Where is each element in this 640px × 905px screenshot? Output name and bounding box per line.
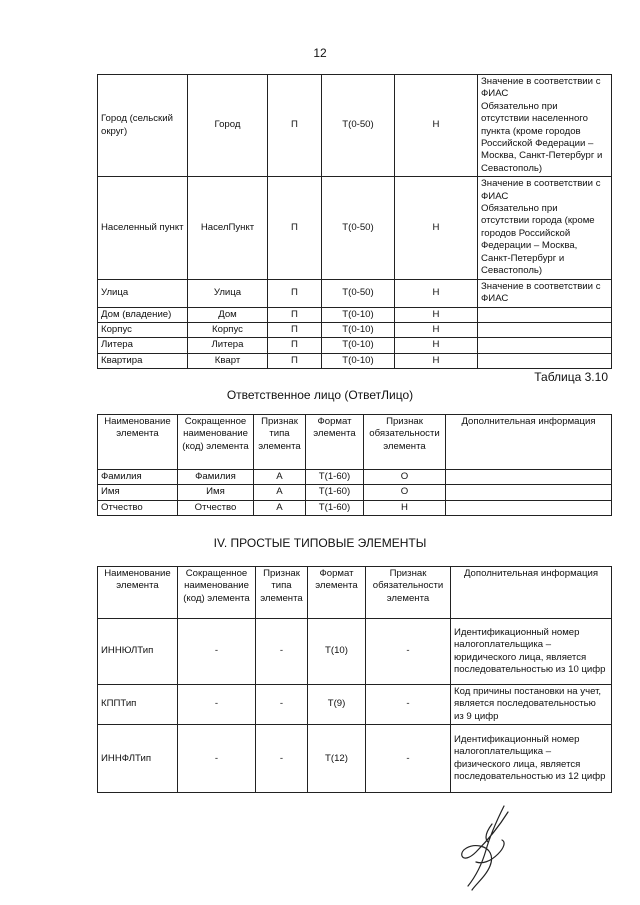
signature [446,802,526,894]
table-row [98,725,612,793]
table-cell: Н [364,500,446,515]
table-cell: Т(10) [308,619,366,685]
table-cell [478,353,612,368]
table-cell: Т(12) [308,725,366,793]
table-row [98,685,612,725]
table-cell: Дом [188,307,268,322]
table-cell: Н [395,75,478,177]
table-cell: Улица [188,279,268,307]
column-header: Признак типа элемента [254,415,306,470]
table-cell: Н [395,353,478,368]
table-cell: П [268,279,322,307]
table-cell: Идентификационный номер налогоплательщика – юридического лица, является последовательностью из 10 цифр [451,619,612,685]
column-header: Признак обязательности элемента [366,567,451,619]
table-cell: Отчество [98,500,178,515]
table-cell: Улица [98,279,188,307]
responsible-person-table [97,414,612,516]
table-cell: Значение в соответствии с ФИАС Обязательно при отсутствии города (кроме городов Российской Федерации – Москва, Санкт-Петербург и Севастополь) [478,177,612,279]
table-cell: Фамилия [98,470,178,485]
table-title: Ответственное лицо (ОтветЛицо) [226,388,414,402]
table-cell [446,500,612,515]
table-cell: ИННФЛТип [98,725,178,793]
simple-types-table [97,566,612,793]
table-cell: Идентификационный номер налогоплательщика – физического лица, является последовательностью из 12 цифр [451,725,612,793]
table-cell: О [364,485,446,500]
table-row [98,353,612,368]
column-header: Дополнительная информация [446,415,612,470]
table-cell: Н [395,322,478,337]
table-cell: Т(0-10) [322,307,395,322]
address-table [97,74,612,369]
table-row [98,485,612,500]
header-row [98,415,612,470]
table-cell: Т(0-50) [322,75,395,177]
table-cell [446,470,612,485]
table-cell: - [178,725,256,793]
table-label: Таблица 3.10 [534,370,608,384]
table-row [98,500,612,515]
table-cell: Литера [188,338,268,353]
table-cell: Отчество [178,500,254,515]
table-cell: Н [395,177,478,279]
section-title: IV. ПРОСТЫЕ ТИПОВЫЕ ЭЛЕМЕНТЫ [213,536,427,550]
column-header: Формат элемента [306,415,364,470]
table-row [98,279,612,307]
column-header: Признак обязательности элемента [364,415,446,470]
table-cell: П [268,338,322,353]
table-cell: Значение в соответствии с ФИАС [478,279,612,307]
table-cell: - [256,725,308,793]
table-row [98,322,612,337]
column-header: Дополнительная информация [451,567,612,619]
table-cell: ИННЮЛТип [98,619,178,685]
table-cell: Кварт [188,353,268,368]
table-cell: - [366,685,451,725]
table-cell: - [178,685,256,725]
column-header: Сокращенное наименование (код) элемента [178,567,256,619]
table-cell: Корпус [188,322,268,337]
table-row [98,470,612,485]
table-cell: О [364,470,446,485]
table-cell: - [178,619,256,685]
table-cell: Н [395,307,478,322]
table-cell: П [268,353,322,368]
column-header: Наименование элемента [98,415,178,470]
table-cell: Т(1-60) [306,470,364,485]
table-row [98,619,612,685]
table-cell: А [254,470,306,485]
table-cell: Т(0-10) [322,353,395,368]
table-cell: Т(0-50) [322,279,395,307]
table-cell: Имя [98,485,178,500]
column-header: Признак типа элемента [256,567,308,619]
table-cell: П [268,322,322,337]
table-cell: Т(1-60) [306,485,364,500]
table-cell [478,307,612,322]
column-header: Формат элемента [308,567,366,619]
table-cell: Город [188,75,268,177]
table-cell [446,485,612,500]
table-cell: - [366,619,451,685]
table-cell: Имя [178,485,254,500]
table-cell: Корпус [98,322,188,337]
table-row [98,75,612,177]
table-cell: КППТип [98,685,178,725]
table-cell: П [268,177,322,279]
table-cell: НаселПункт [188,177,268,279]
table-row [98,338,612,353]
header-row [98,567,612,619]
page-number: 12 [313,46,327,60]
column-header: Наименование элемента [98,567,178,619]
table-cell: Т(1-60) [306,500,364,515]
table-cell: Т(0-10) [322,322,395,337]
table-cell [478,338,612,353]
column-header: Сокращенное наименование (код) элемента [178,415,254,470]
table-row [98,177,612,279]
table-cell: Н [395,279,478,307]
table-cell: Т(0-50) [322,177,395,279]
table-cell: Населенный пункт [98,177,188,279]
table-cell: Литера [98,338,188,353]
table-cell: Квартира [98,353,188,368]
table-cell: П [268,307,322,322]
table-cell: Город (сельский округ) [98,75,188,177]
table-cell: Н [395,338,478,353]
table-cell: Значение в соответствии с ФИАС Обязательно при отсутствии населенного пункта (кроме городов Российской Федерации – Москва, Санкт-Петербург и Севастополь) [478,75,612,177]
table-cell: Дом (владение) [98,307,188,322]
table-cell: Т(0-10) [322,338,395,353]
table-cell: - [366,725,451,793]
table-cell: - [256,619,308,685]
table-cell: П [268,75,322,177]
table-row [98,307,612,322]
table-cell: А [254,500,306,515]
table-cell [478,322,612,337]
table-cell: Т(9) [308,685,366,725]
table-cell: Фамилия [178,470,254,485]
table-cell: Код причины постановки на учет, является последовательностью из 9 цифр [451,685,612,725]
table-cell: - [256,685,308,725]
table-cell: А [254,485,306,500]
